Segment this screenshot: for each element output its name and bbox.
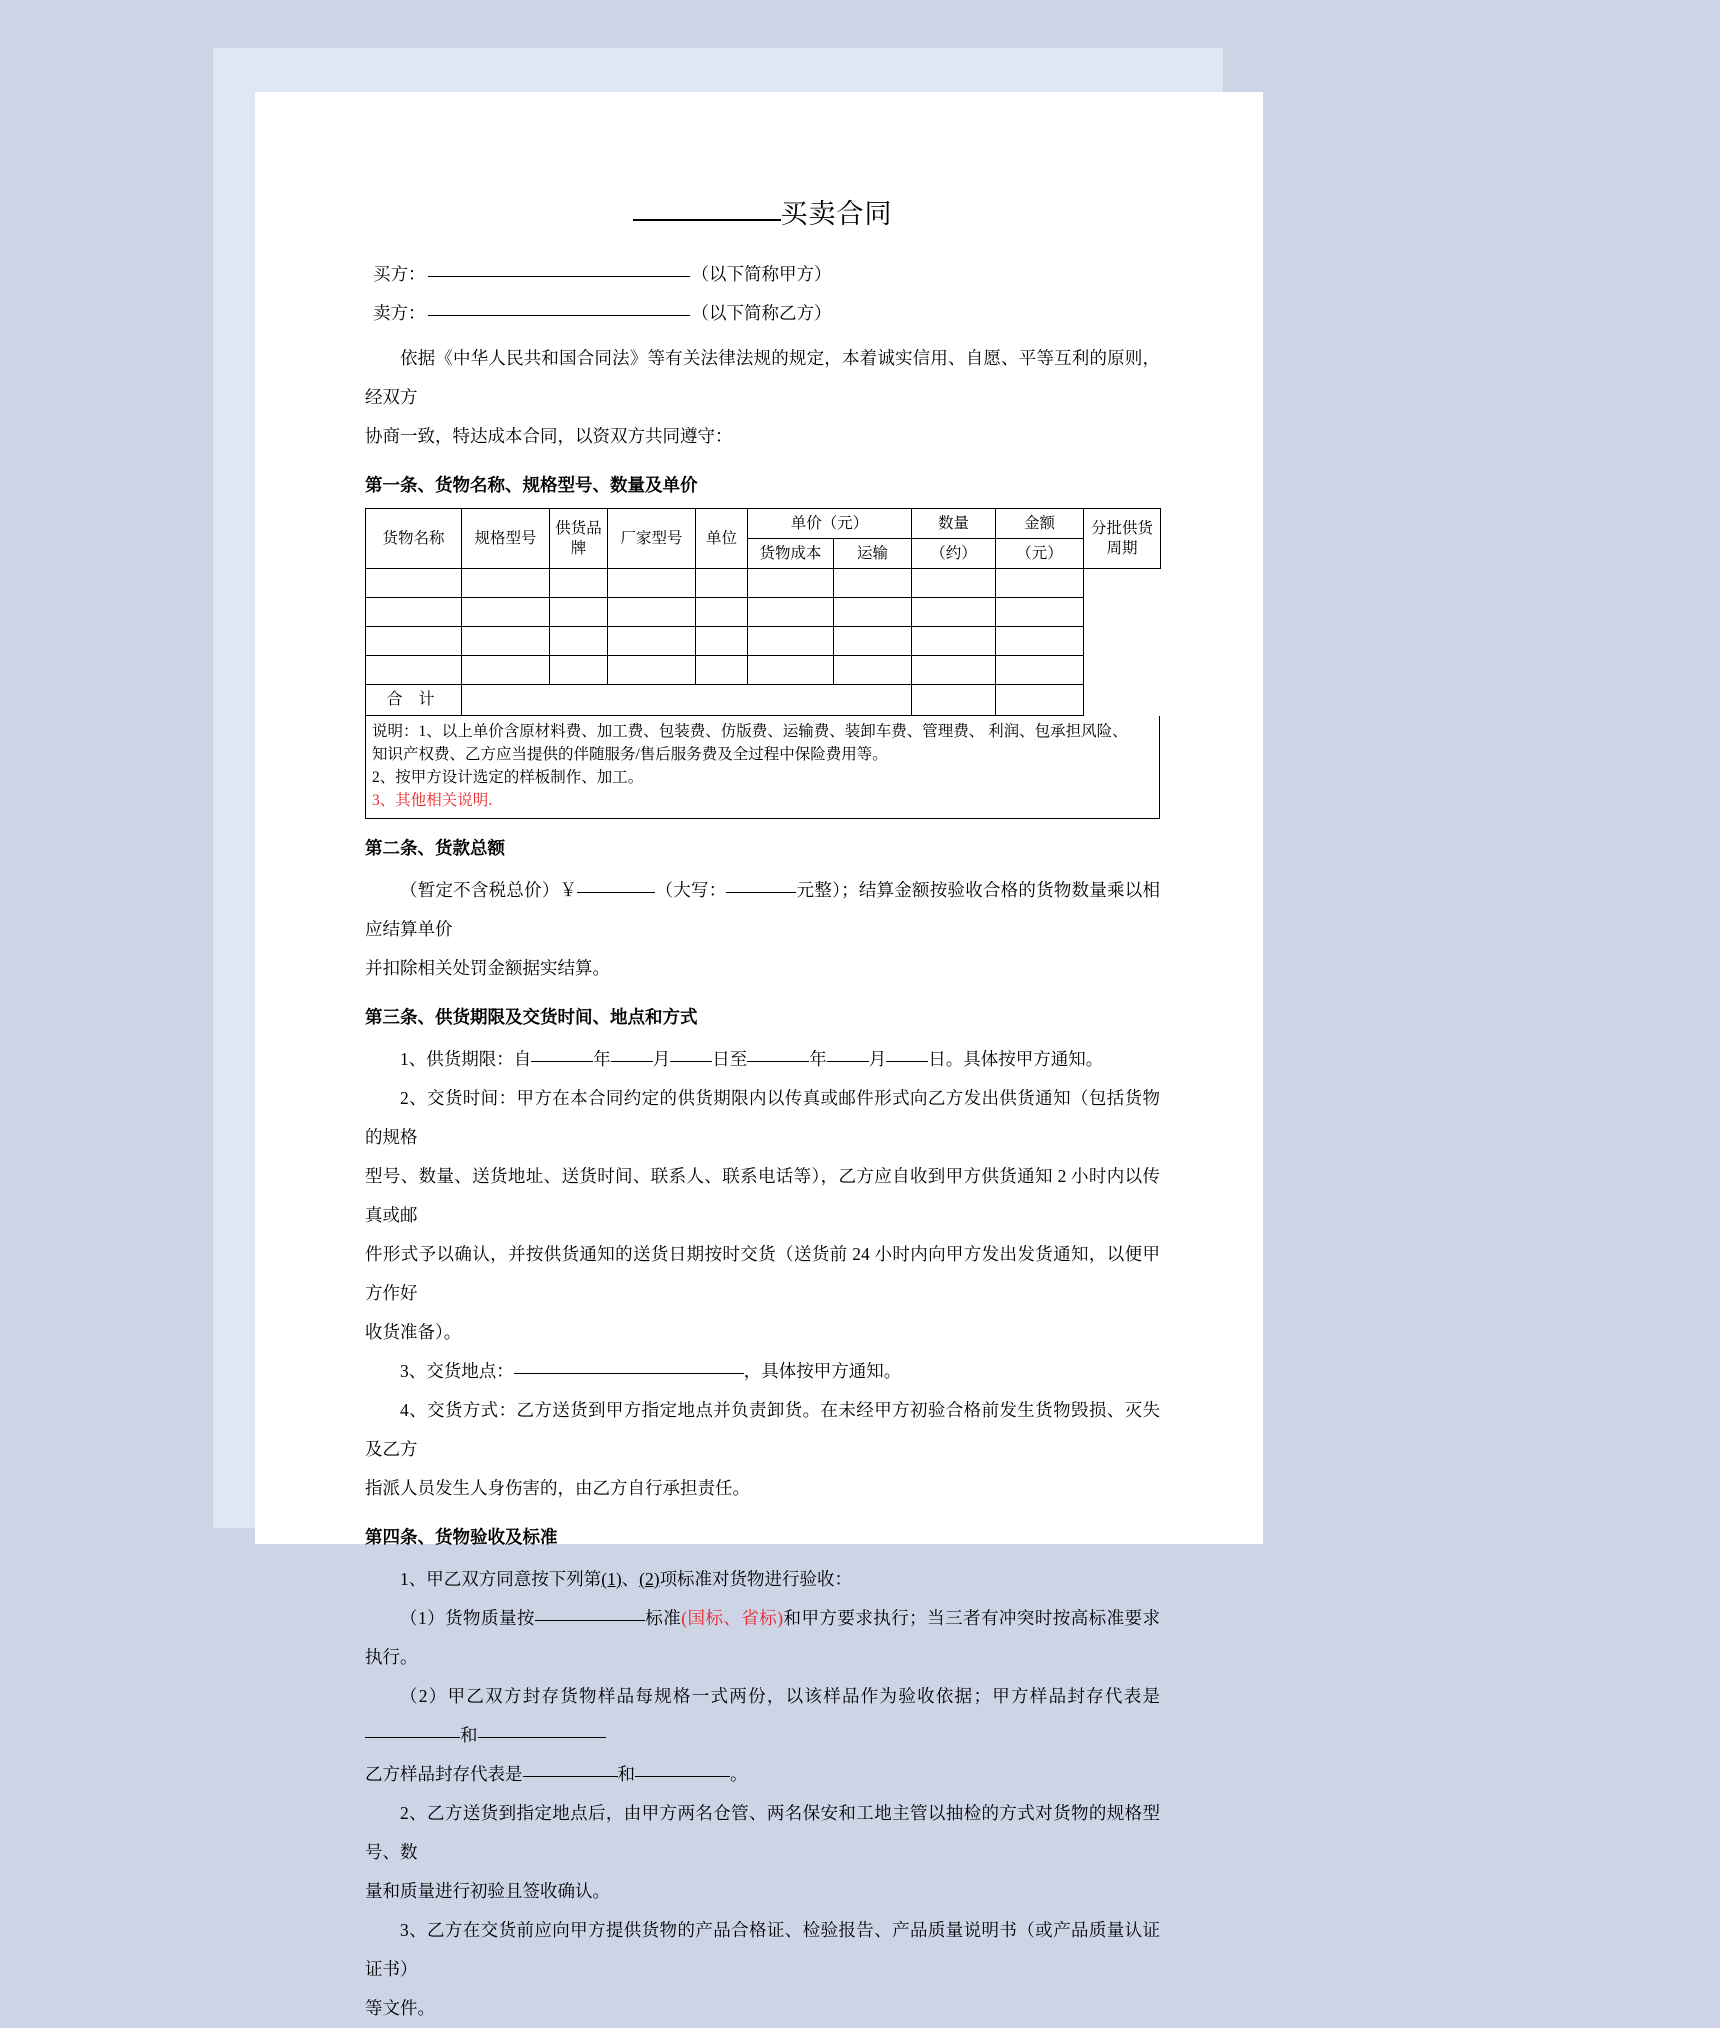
article4-item-1 bbox=[365, 1560, 1160, 1599]
article2-heading: 第二条、货款总额 bbox=[365, 838, 505, 858]
table-row[interactable] bbox=[366, 598, 1161, 627]
article4-item-1-sub-1 bbox=[365, 1599, 1160, 1677]
a4-s2-d: 和 bbox=[617, 1764, 635, 1784]
cell-transport[interactable] bbox=[748, 656, 834, 685]
article4-item-3-line-2: 等文件。 bbox=[365, 1998, 435, 2018]
cell-batch-cycle[interactable] bbox=[996, 656, 1084, 685]
seller-line bbox=[365, 300, 1160, 325]
a3-i1-f: 月 bbox=[868, 1049, 887, 1069]
article3-item-1 bbox=[365, 1040, 1160, 1079]
cell-unit[interactable] bbox=[608, 598, 696, 627]
a4-s2-b: 和 bbox=[460, 1725, 478, 1745]
a3-i1-b: 年 bbox=[593, 1049, 611, 1069]
table-row[interactable] bbox=[366, 656, 1161, 685]
buyer-suffix: （以下简称甲方） bbox=[691, 264, 832, 284]
seller-label: 卖方： bbox=[373, 303, 426, 323]
a2-amount-blank[interactable] bbox=[577, 892, 655, 893]
col-unit: 单位 bbox=[696, 509, 748, 569]
a4-s1-b: 标准 bbox=[644, 1608, 682, 1628]
goods-table-header-row-1 bbox=[366, 509, 1161, 539]
cell-quantity[interactable] bbox=[834, 598, 912, 627]
note-line-1: 说明：1、以上单价含原材料费、加工费、包装费、仿版费、运输费、装卸车费、管理费、 利润、包承担风险、 bbox=[372, 723, 1128, 740]
a3-end-month-blank[interactable] bbox=[827, 1061, 869, 1062]
cell-factory-model[interactable] bbox=[550, 627, 608, 656]
cell-amount[interactable] bbox=[912, 656, 996, 685]
article1-heading: 第一条、货物名称、规格型号、数量及单价 bbox=[365, 475, 698, 495]
buyer-label: 买方： bbox=[373, 264, 426, 284]
cell-batch-cycle[interactable] bbox=[996, 598, 1084, 627]
cell-spec-model[interactable] bbox=[462, 598, 550, 627]
col-unit-price-group: 单价（元） bbox=[748, 509, 912, 539]
a4-i1-b: 、 bbox=[621, 1569, 640, 1589]
cell-transport[interactable] bbox=[748, 627, 834, 656]
preamble-line-1: 依据《中华人民共和国合同法》等有关法律法规的规定，本着诚实信用、自愿、平等互利的原则，经双方 bbox=[365, 348, 1160, 407]
a4-opt-1: (1) bbox=[601, 1569, 622, 1589]
article4-heading: 第四条、货物验收及标准 bbox=[365, 1527, 558, 1547]
a4-buyer-rep-blank-2[interactable] bbox=[478, 1737, 606, 1738]
document-content bbox=[365, 192, 1160, 2028]
title-text: 买卖合同 bbox=[780, 199, 893, 229]
article3-item-2-line-3: 件形式予以确认，并按供货通知的送货日期按时交货（送货前 24 小时内向甲方发出发货通知，以便甲方作好 bbox=[365, 1244, 1160, 1303]
cell-unit[interactable] bbox=[608, 627, 696, 656]
a4-i1-c: 项标准对货物进行验收： bbox=[659, 1569, 853, 1589]
a3-i1-d: 日至 bbox=[712, 1049, 748, 1069]
seller-suffix: （以下简称乙方） bbox=[691, 303, 832, 323]
cell-quantity[interactable] bbox=[834, 656, 912, 685]
a4-standard-red-note: (国标、省标) bbox=[681, 1608, 784, 1628]
cell-amount[interactable] bbox=[912, 627, 996, 656]
col-spec-model: 规格型号 bbox=[462, 509, 550, 569]
a2-uppercase-blank[interactable] bbox=[726, 892, 796, 893]
col-amount: 金额 bbox=[996, 509, 1084, 539]
a2-total-suffix: 元整）；结算金额按验收合格的货物数量乘以相应结算单价 bbox=[365, 880, 1161, 939]
cell-quantity[interactable] bbox=[834, 569, 912, 598]
goods-table bbox=[365, 508, 1161, 716]
cell-goods-name[interactable] bbox=[366, 598, 462, 627]
cell-unit[interactable] bbox=[608, 569, 696, 598]
article3-heading: 第三条、供货期限及交货时间、地点和方式 bbox=[365, 1007, 698, 1027]
cell-spec-model[interactable] bbox=[462, 627, 550, 656]
article2-paragraph-1 bbox=[365, 871, 1160, 949]
title-blank-line[interactable] bbox=[633, 219, 781, 221]
cell-goods-cost[interactable] bbox=[696, 569, 748, 598]
a4-s2-a: （2）甲乙双方封存货物样品每规格一式两份，以该样品作为验收依据；甲方样品封存代表是 bbox=[400, 1686, 1160, 1706]
buyer-input-blank[interactable] bbox=[428, 276, 690, 277]
cell-spec-model[interactable] bbox=[462, 569, 550, 598]
article4-item-2-line-1: 2、乙方送货到指定地点后，由甲方两名仓管、两名保安和工地主管以抽检的方式对货物的规格型号、数 bbox=[365, 1803, 1160, 1862]
cell-amount[interactable] bbox=[912, 569, 996, 598]
cell-factory-model[interactable] bbox=[550, 598, 608, 627]
table-row[interactable] bbox=[366, 569, 1161, 598]
cell-spec-model[interactable] bbox=[462, 656, 550, 685]
col-goods-cost: 货物成本 bbox=[748, 539, 834, 569]
cell-goods-cost[interactable] bbox=[696, 656, 748, 685]
article3-item-4-line-1: 4、交货方式：乙方送货到甲方指定地点并负责卸货。在未经甲方初验合格前发生货物毁损、灭失及乙方 bbox=[365, 1400, 1160, 1459]
article4-item-3-line-1: 3、乙方在交货前应向甲方提供货物的产品合格证、检验报告、产品质量说明书（或产品质量认证证书） bbox=[365, 1920, 1160, 1979]
cell-transport[interactable] bbox=[748, 598, 834, 627]
col-quantity: 数量 bbox=[912, 509, 996, 539]
cell-batch-cycle[interactable] bbox=[996, 627, 1084, 656]
article3-item-4-line-2: 指派人员发生人身伤害的，由乙方自行承担责任。 bbox=[365, 1478, 750, 1498]
cell-quantity[interactable] bbox=[834, 627, 912, 656]
col-batch-cycle: 分批供货周期 bbox=[1084, 509, 1161, 569]
cell-batch-cycle[interactable] bbox=[996, 569, 1084, 598]
col-supply-brand: 供货品牌 bbox=[550, 509, 608, 569]
cell-unit[interactable] bbox=[608, 656, 696, 685]
col-amount-sub: （元） bbox=[996, 539, 1084, 569]
document-page bbox=[255, 92, 1263, 2018]
total-label: 合 计 bbox=[366, 685, 462, 716]
a4-opt-2: (2) bbox=[639, 1569, 660, 1589]
cell-goods-name[interactable] bbox=[366, 656, 462, 685]
a3-start-month-blank[interactable] bbox=[611, 1061, 653, 1062]
a2-total-prefix: （暂定不含税总价）￥ bbox=[400, 880, 578, 900]
article4-item-1-sub-2-line-1 bbox=[365, 1677, 1160, 1755]
col-goods-name: 货物名称 bbox=[366, 509, 462, 569]
goods-table-notes bbox=[365, 716, 1160, 819]
a3-i3-b: ，具体按甲方通知。 bbox=[743, 1361, 902, 1381]
a4-s2-e: 。 bbox=[730, 1764, 748, 1784]
a3-end-year-blank[interactable] bbox=[747, 1061, 809, 1062]
article4-item-1-sub-2-line-2 bbox=[365, 1755, 1160, 1794]
preamble-line-2: 协商一致，特达成本合同，以资双方共同遵守： bbox=[365, 426, 733, 446]
a3-i3-a: 3、交货地点： bbox=[400, 1361, 514, 1381]
note-line-3: 2、按甲方设计选定的样板制作、加工。 bbox=[372, 769, 644, 786]
a4-standard-blank[interactable] bbox=[535, 1620, 645, 1621]
cell-goods-name[interactable] bbox=[366, 569, 462, 598]
article3-item-2-line-1: 2、交货时间：甲方在本合同约定的供货期限内以传真或邮件形式向乙方发出供货通知（包括货物的规格 bbox=[365, 1088, 1160, 1147]
table-row[interactable] bbox=[366, 627, 1161, 656]
a4-buyer-rep-blank-1[interactable] bbox=[365, 1737, 460, 1738]
a3-end-day-blank[interactable] bbox=[886, 1061, 928, 1062]
cell-goods-name[interactable] bbox=[366, 627, 462, 656]
cell-amount[interactable] bbox=[912, 598, 996, 627]
total-amount[interactable] bbox=[912, 685, 996, 716]
a4-seller-rep-blank-1[interactable] bbox=[523, 1776, 618, 1777]
table-total-row[interactable] bbox=[366, 685, 1161, 716]
buyer-line bbox=[365, 261, 1160, 286]
a4-seller-rep-blank-2[interactable] bbox=[635, 1776, 730, 1777]
a3-start-year-blank[interactable] bbox=[531, 1061, 593, 1062]
a4-s1-c: 和甲方要求执行；当三者有冲突时按高标准要求执行。 bbox=[365, 1608, 1161, 1667]
note-line-4: 3、其他相关说明. bbox=[372, 792, 493, 809]
a3-delivery-place-blank[interactable] bbox=[514, 1373, 744, 1374]
a4-s1-a: （1）货物质量按 bbox=[400, 1608, 535, 1628]
article2-paragraph-2: 并扣除相关处罚金额据实结算。 bbox=[365, 958, 610, 978]
article3-item-3 bbox=[365, 1352, 1160, 1391]
total-blank-left[interactable] bbox=[462, 685, 912, 716]
article3-item-2-line-4: 收货准备）。 bbox=[365, 1322, 462, 1342]
article4-item-2-line-2: 量和质量进行初验且签收确认。 bbox=[365, 1881, 610, 1901]
seller-input-blank[interactable] bbox=[428, 315, 690, 316]
cell-factory-model[interactable] bbox=[550, 656, 608, 685]
a3-start-day-blank[interactable] bbox=[670, 1061, 712, 1062]
cell-goods-cost[interactable] bbox=[696, 598, 748, 627]
a3-i1-e: 年 bbox=[809, 1049, 827, 1069]
col-quantity-sub: （约） bbox=[912, 539, 996, 569]
note-line-2: 知识产权费、乙方应当提供的伴随服务/售后服务费及全过程中保险费用等。 bbox=[372, 746, 888, 763]
col-transport: 运输 bbox=[834, 539, 912, 569]
total-batch[interactable] bbox=[996, 685, 1084, 716]
a2-uppercase-prefix: （大写： bbox=[655, 880, 727, 900]
a3-i1-c: 月 bbox=[652, 1049, 671, 1069]
cell-goods-cost[interactable] bbox=[696, 627, 748, 656]
article3-item-2-line-2: 型号、数量、送货地址、送货时间、联系人、联系电话等），乙方应自收到甲方供货通知 2 小时内以传真或邮 bbox=[365, 1166, 1160, 1225]
cell-factory-model[interactable] bbox=[550, 569, 608, 598]
cell-transport[interactable] bbox=[748, 569, 834, 598]
a4-i1-a: 1、甲乙双方同意按下列第 bbox=[400, 1569, 602, 1589]
a3-i1-g: 日。具体按甲方通知。 bbox=[928, 1049, 1104, 1069]
a3-i1-a: 1、供货期限：自 bbox=[400, 1049, 532, 1069]
col-factory-model: 厂家型号 bbox=[608, 509, 696, 569]
a4-s2-c: 乙方样品封存代表是 bbox=[365, 1764, 523, 1784]
page-title bbox=[365, 192, 1160, 231]
